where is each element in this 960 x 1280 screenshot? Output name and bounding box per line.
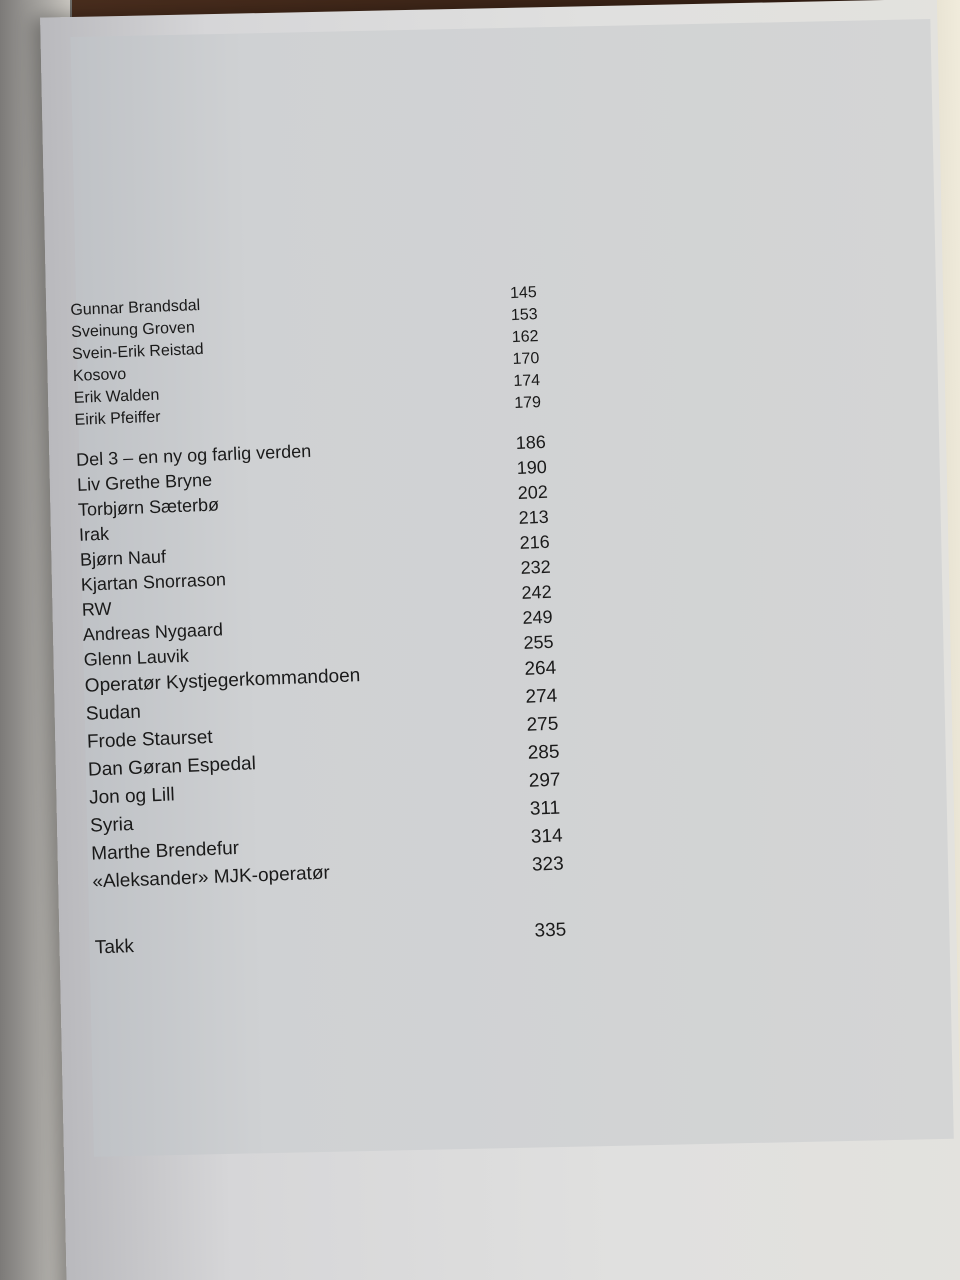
toc-entry-page: 190	[516, 456, 548, 478]
toc-entry-page: 264	[524, 657, 557, 680]
toc-entry-page: 249	[522, 606, 553, 628]
toc-entry-title: Takk	[94, 936, 135, 959]
toc-entry-page: 275	[526, 713, 559, 736]
toc-entry-title: Eirik Pfeiffer	[74, 408, 161, 429]
toc-entry-page: 255	[523, 631, 554, 653]
toc-entry-title: Del 3 – en ny og farlig verden	[75, 440, 312, 470]
toc-entry-page: 335	[534, 919, 567, 942]
toc-entry-title: Frode Staurset	[86, 726, 213, 753]
toc-entry-title: Marthe Brendefur	[90, 837, 240, 865]
toc-entry-title: Operatør Kystjegerkommandoen	[84, 665, 361, 697]
toc-entry-page: 202	[517, 481, 549, 503]
toc-entry-title: Jon og Lill	[88, 784, 176, 809]
toc-entry-page: 179	[513, 394, 542, 413]
toc-entry-title: Irak	[78, 523, 110, 545]
toc-entry-title: Syria	[89, 813, 134, 837]
toc-entry-page: 213	[518, 506, 550, 528]
toc-entry-page: 232	[520, 556, 552, 578]
toc-entry-title: Kosovo	[72, 365, 127, 385]
toc-entry-title: RW	[81, 598, 112, 620]
toc-entry-title: Liv Grethe Bryne	[76, 469, 213, 495]
toc-entry-page: 153	[510, 306, 538, 325]
toc-entry-page: 174	[513, 372, 541, 391]
toc-entry-title: Glenn Lauvik	[83, 645, 190, 670]
toc-entry-page: 145	[509, 284, 538, 303]
toc-entry-page: 216	[519, 531, 551, 553]
toc-entry-page: 314	[530, 825, 564, 848]
toc-entry-title: «Aleksander» MJK-operatør	[91, 862, 331, 893]
toc-entry-page: 170	[512, 350, 540, 369]
toc-entry-title: Dan Gøran Espedal	[87, 753, 257, 781]
toc-entry-title: Torbjørn Sæterbø	[77, 494, 220, 520]
toc-entry-page: 242	[521, 581, 552, 603]
toc-entry-page: 186	[515, 431, 547, 453]
toc-entry-page: 274	[525, 685, 558, 708]
toc-entry-title: Bjørn Nauf	[79, 546, 167, 570]
toc-entry-page: 285	[527, 741, 560, 764]
toc-entry-page: 323	[531, 853, 565, 876]
toc-entry-title: Kjartan Snorrason	[80, 569, 227, 595]
toc-entry-page: 311	[529, 797, 561, 820]
toc-entry-page: 162	[511, 328, 539, 347]
toc-entry-page: 297	[528, 769, 561, 792]
toc-entry-title: Erik Walden	[73, 386, 160, 407]
toc-entry-title: Andreas Nygaard	[82, 619, 224, 645]
table-of-contents	[70, 279, 655, 963]
toc-entry-title: Gunnar Brandsdal	[70, 297, 201, 319]
toc-entry-title: Svein-Erik Reistad	[71, 340, 204, 363]
toc-entry-title: Sveinung Groven	[70, 319, 196, 341]
toc-entry-title: Sudan	[85, 701, 142, 725]
